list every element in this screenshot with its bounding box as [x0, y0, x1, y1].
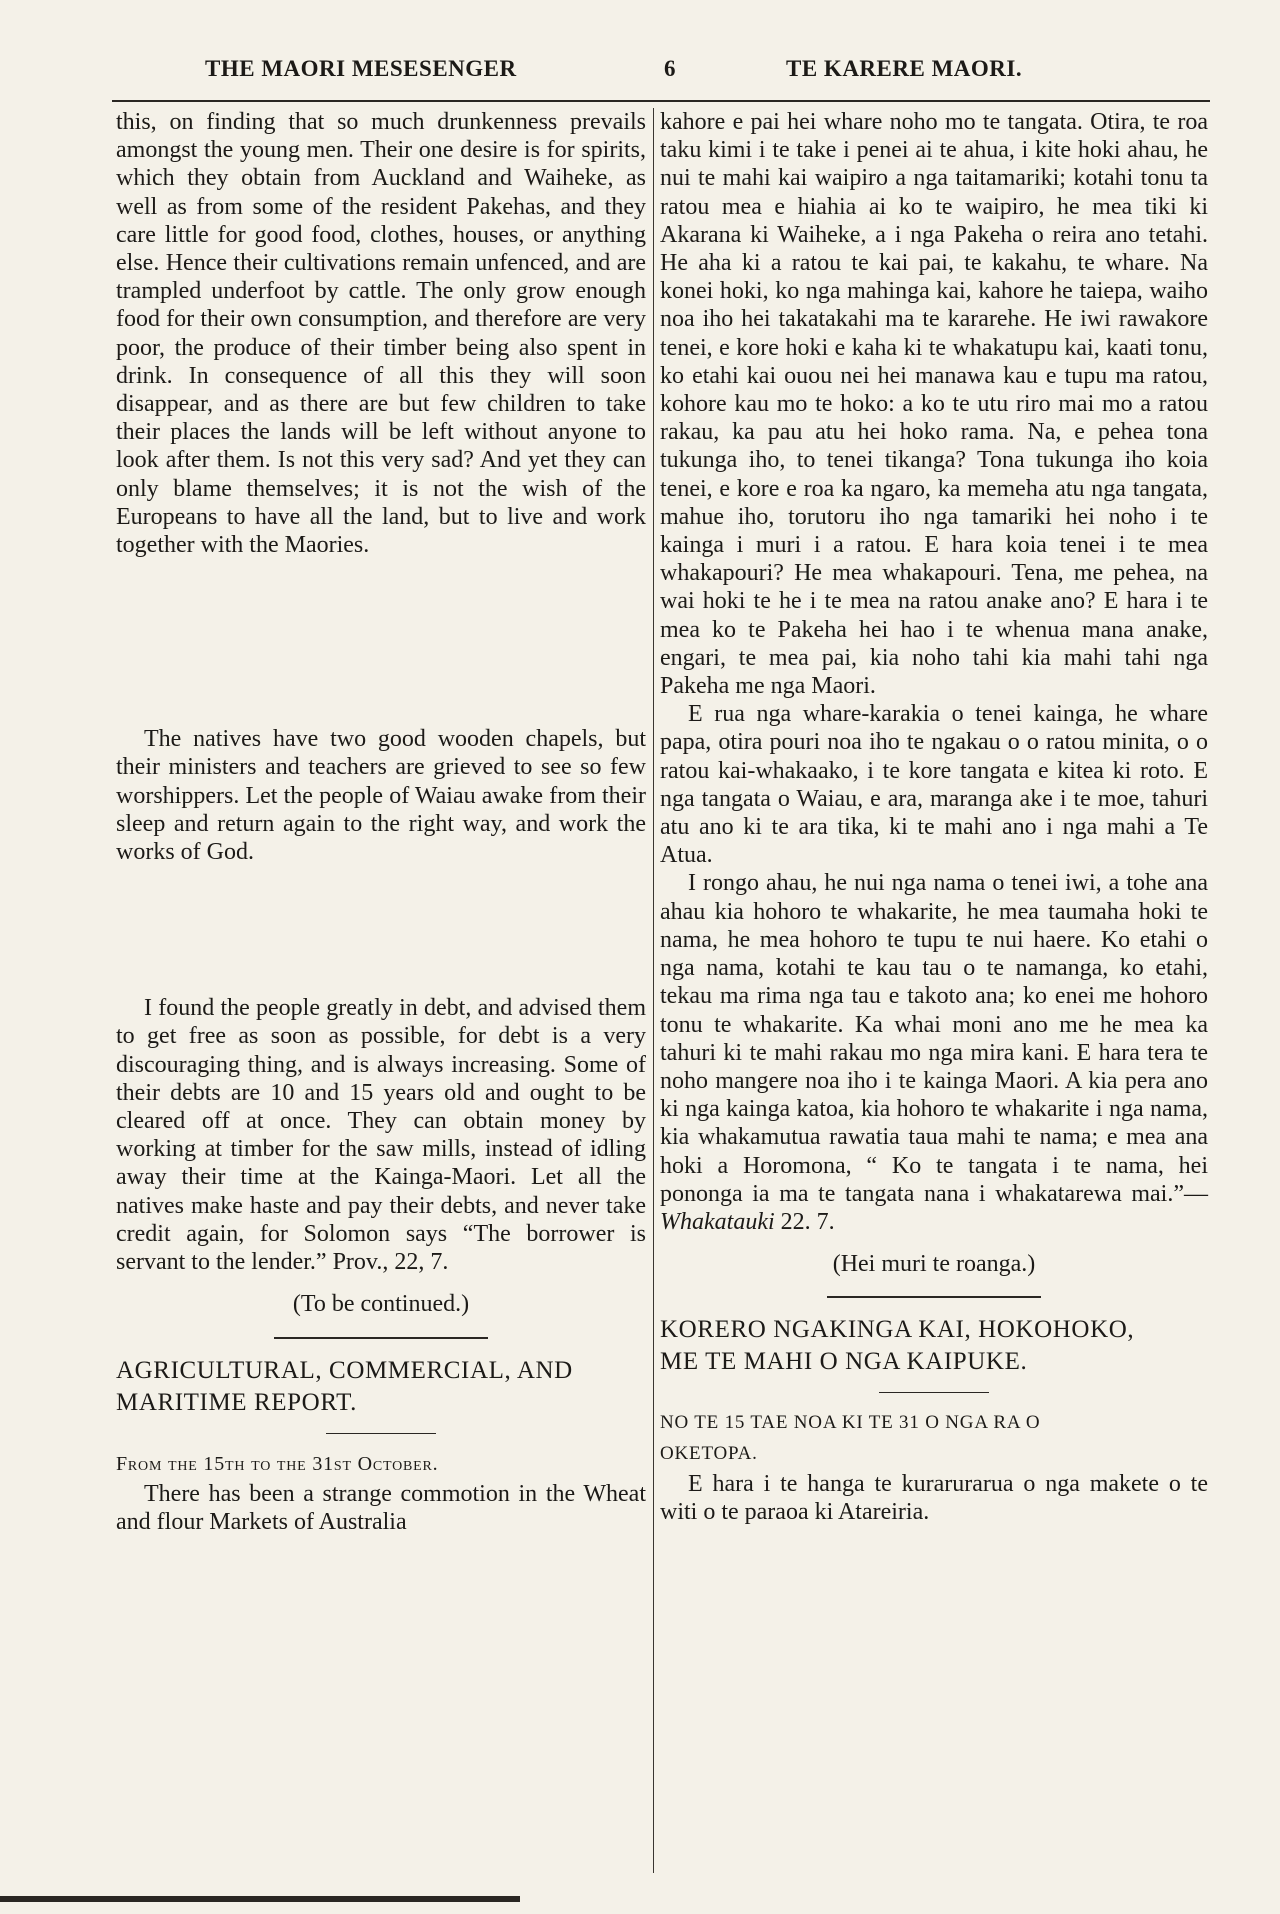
- english-paragraph-markets: There has been a strange commotion in the Wheat and flour Markets of Australia: [116, 1480, 646, 1535]
- maori-paragraph-makete: E hara i te hanga te kurarurarua o nga makete o te witi o te paraoa ki Atareiria.: [660, 1470, 1208, 1525]
- maori-column: [660, 108, 1208, 1526]
- english-continued-note: (To be continued.): [292, 1291, 470, 1318]
- english-report-title-line1: AGRICULTURAL, COMMERCIAL, AND: [116, 1356, 573, 1384]
- english-report-title-line2: MARITIME REPORT.: [116, 1388, 357, 1416]
- maori-nama-reference: Whakatauki: [660, 1208, 775, 1235]
- header-maori-title: TE KARERE MAORI.: [786, 56, 1023, 81]
- column-divider: [653, 108, 654, 1873]
- running-header: [0, 56, 1280, 96]
- english-paragraph-chapels: The natives have two good wooden chapels, but their ministers and teachers are grieved to see so few worshippers. Let the people of Waiau awake from their sleep and return again to the right way, and work the works of God.: [116, 726, 646, 866]
- maori-section-rule: [827, 1296, 1041, 1298]
- maori-continued-note: (Hei muri te roanga.): [832, 1251, 1036, 1278]
- maori-dateline-line1: NO TE 15 TAE NOA KI TE 31 O NGA RA O: [660, 1412, 1041, 1434]
- english-paragraph-drunkenness: this, on finding that so much drunkenness prevails amongst the young men. Their one desire is for spirits, which they obtain from Auckland and Waiheke, as well as from some of the resident Pakehas, and they care little for good food, clothes, houses, or anything else. Hence their cultivations remain unfenced, and are trampled underfoot by cattle. The only grow enough food for their own consumption, and therefore are very poor, the produce of their timber being also spent in drink. In consequence of all this they will soon disappear, and as there are but few children to take their places the lands will be left without anyone to look after them. Is not this very sad? And yet they can only blame themselves; it is not the wish of the Europeans to have all the land, but to live and work together with the Maories.: [116, 109, 646, 559]
- english-spacer: [116, 866, 646, 994]
- english-section-rule: [274, 1337, 488, 1339]
- page-number: 6: [664, 56, 676, 81]
- maori-paragraph-waipiro: kahore e pai hei whare noho mo te tangata. Otira, te roa taku kimi i te take i penei ai te ahua, i kite hoki ahau, he nui te mahi kai waipiro a nga taitamariki; kotahi tonu ta ratou mea e hiahia ai ko te waipiro, he mea tiki ki Akarana ki Waiheke, a i nga Pakeha o reira ano tetahi. He aha ki a ratou te kai pai, te kakahu, te whare. Na konei hoki, ko nga mahinga kai, kahore he taiepa, waiho noa iho hei takatakahi ma te kararehe. He iwi rawakore tenei, e kore hoki e kaha ki te whakatupu kai, kaati tonu, ko etahi kai ouou nei hei manawa kau e tupu ma ratou, kohore kau mo te hoko: a ko te utu riro mai mo a ratou rakau, ka pau atu hei hoko rama. Na, e pehea tona tukunga iho, to tenei tikanga? Tona tukunga iho koia tenei, e kore e roa ka ngaro, ka memeha atu nga tangata, mahue iho, torutoru iho nga tamariki hei noho i te kainga i muri i a ratou. E hara koia tenei i te mea whakapouri? He mea whakapouri. Tena, me pehea, na wai hoki te he i te mea na ratou anake ano? E hara i te mea ko te Pakeha hei hao i te whenua mana anake, engari, te mea pai, kia noho tahi kia mahi tahi nga Pakeha me nga Maori.: [660, 109, 1208, 700]
- maori-title-rule: [879, 1392, 989, 1393]
- maori-report-title-line2: ME TE MAHI O NGA KAIPUKE.: [660, 1348, 1028, 1376]
- maori-report-title-line1: KORERO NGAKINGA KAI, HOKOHOKO,: [660, 1316, 1135, 1344]
- maori-nama-verse: 22. 7.: [774, 1208, 835, 1235]
- english-paragraph-debt: I found the people greatly in debt, and advised them to get free as soon as possible, for debt is a very discouraging thing, and is always increasing. Some of their debts are 10 and 15 years old and ought to be cleared off at once. They can obtain money by working at timber for the saw mills, instead of idling away their time at the Kainga-Maori. Let all the natives make haste and pay their debts, and never take credit again, for Solomon says “The borrower is servant to the lender.” Prov., 22, 7.: [116, 995, 646, 1276]
- header-english-title: THE MAORI MESESENGER: [205, 56, 517, 81]
- english-dateline: From the 15th to the 31st October.: [116, 1452, 439, 1475]
- maori-paragraph-whare-karakia: E rua nga whare-karakia o tenei kainga, he whare papa, otira pouri noa iho te ngakau o o ratou minita, o o ratou kai-whakaako, i te kore tangata e kitea ki roto. E nga tangata o Waiau, e ara, maranga ake i te moe, tahuri atu ano ki te ara tika, ki te mahi ano i nga mahi a Te Atua.: [660, 701, 1208, 869]
- maori-paragraph-nama: [660, 869, 1208, 1236]
- english-title-rule: [326, 1433, 436, 1434]
- maori-nama-text: I rongo ahau, he nui nga nama o tenei iwi, a tohe ana ahau kia hohoro te whakarite, he mea taumaha hoki te nama, he mea hohoro te tupu te nui haere. Ko etahi o nga nama, kotahi te kau tau o te namanga, ko etahi, tekau ma rima nga tau e takoto ana; ko enei me hohoro tonu te whakarite. Ka whai moni ano me he mea ka tahuri ki te mahi rakau mo nga mira kani. E hara tera te noho mangere noa iho i te kainga Maori. A kia pera ano ki nga kainga katoa, kia hohoro te whakarite i nga nama, kia whakamutua rawatia taua mahi te nama; e mea ana hoki a Horomona, “ Ko te tangata i te nama, hei pononga ia ma te tangata nana i whakatarewa mai.”—: [660, 870, 1208, 1207]
- maori-dateline-line2: OKETOPA.: [660, 1442, 758, 1464]
- english-column: [116, 108, 646, 1536]
- english-spacer: [116, 559, 646, 725]
- scan-edge-bar: [0, 1896, 520, 1902]
- header-rule: [112, 100, 1210, 102]
